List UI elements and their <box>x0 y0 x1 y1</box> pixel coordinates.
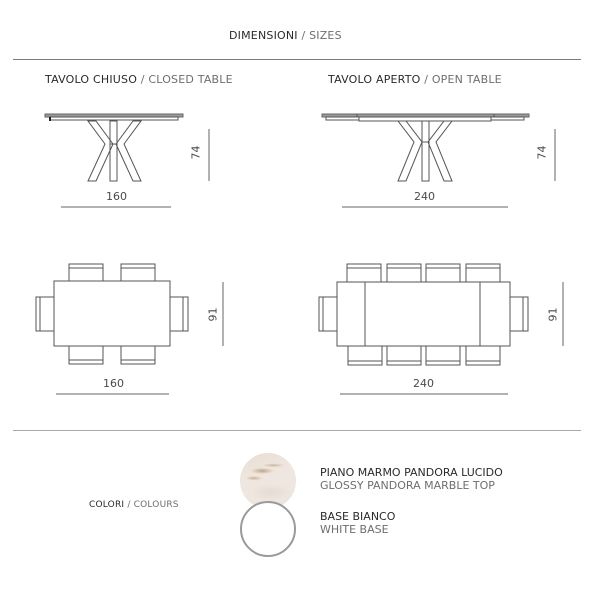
marble-name-english: GLOSSY PANDORA MARBLE TOP <box>320 479 495 492</box>
white-base-swatch <box>240 501 296 557</box>
open-title-italian: TAVOLO APERTO <box>328 73 421 86</box>
open-side-width-label: 240 <box>414 190 435 203</box>
closed-top-width-label: 160 <box>103 377 124 390</box>
closed-side-width-label: 160 <box>106 190 127 203</box>
open-title-separator: / <box>420 73 432 86</box>
colours-label-english: COLOURS <box>133 500 179 510</box>
colours-label-separator: / <box>124 500 134 510</box>
open-top-depth-label: 91 <box>546 307 560 322</box>
colours-divider <box>13 430 581 431</box>
white-base-name-italian: BASE BIANCO <box>320 510 396 523</box>
title-english: SIZES <box>309 29 342 42</box>
colours-label <box>89 500 179 510</box>
colour-item-marble <box>320 466 503 492</box>
closed-top-depth-label: 91 <box>206 307 220 322</box>
closed-title-english: CLOSED TABLE <box>148 73 233 86</box>
colours-label-italian: COLORI <box>89 500 125 510</box>
title-separator: / <box>297 29 310 42</box>
open-side-height-label: 74 <box>535 145 549 160</box>
closed-title-italian: TAVOLO CHIUSO <box>45 73 138 86</box>
colour-item-white-base <box>320 510 395 536</box>
marble-name-italian: PIANO MARMO PANDORA LUCIDO <box>320 466 503 479</box>
title-italian: DIMENSIONI <box>229 29 298 42</box>
closed-title-separator: / <box>137 73 149 86</box>
open-top-width-label: 240 <box>413 377 434 390</box>
white-base-name-english: WHITE BASE <box>320 523 389 536</box>
open-title-english: OPEN TABLE <box>431 73 502 86</box>
closed-side-height-label: 74 <box>189 145 203 160</box>
